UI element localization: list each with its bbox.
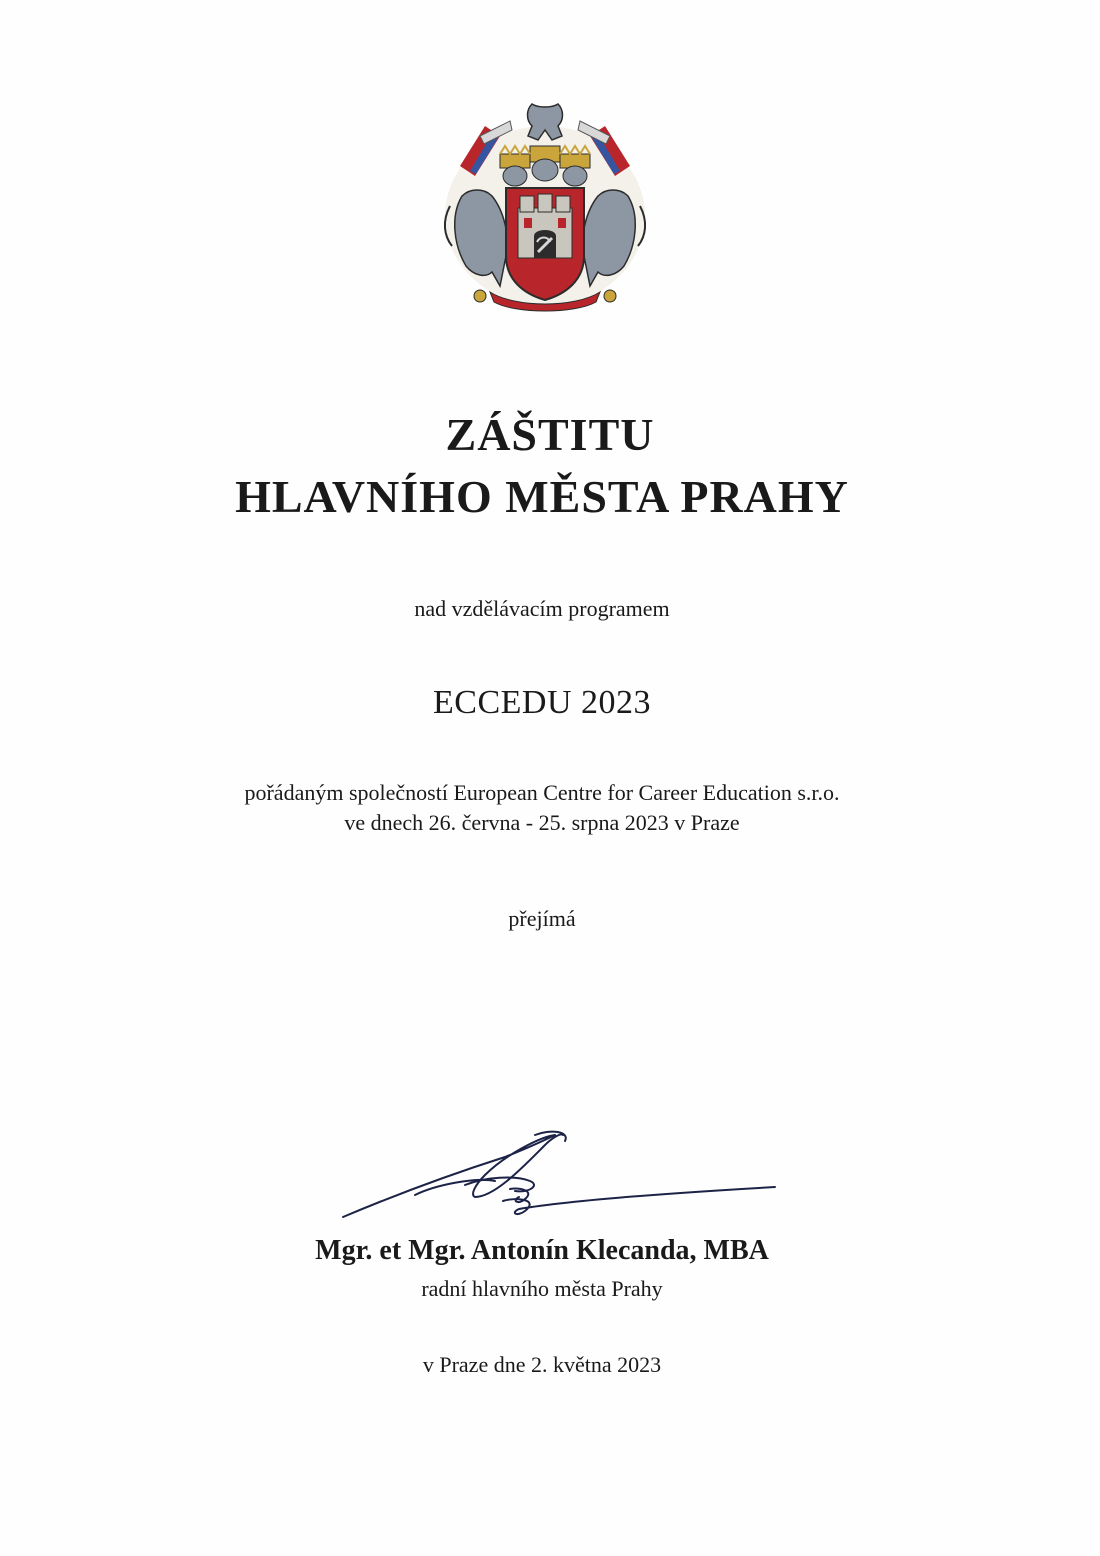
signer-role: radní hlavního města Prahy [421, 1276, 663, 1301]
dates-line: ve dnech 26. června - 25. srpna 2023 v Praze [344, 810, 740, 835]
intro-text: nad vzdělávacím programem [414, 596, 670, 621]
handwritten-signature-icon [335, 1125, 795, 1225]
accept-word: přejímá [508, 906, 576, 931]
program-name: ECCEDU 2023 [433, 684, 651, 721]
place-date: v Praze dne 2. května 2023 [422, 1352, 662, 1377]
signer-name: Mgr. et Mgr. Antonín Klecanda, MBA [315, 1235, 769, 1266]
title-line-2: HLAVNÍHO MĚSTA PRAHY [235, 471, 849, 522]
organizer-line: pořádaným společností European Centre for Career Education s.r.o. [244, 780, 840, 805]
prague-coat-of-arms-icon [440, 96, 650, 316]
title-line-1: ZÁŠTITU [445, 409, 655, 460]
